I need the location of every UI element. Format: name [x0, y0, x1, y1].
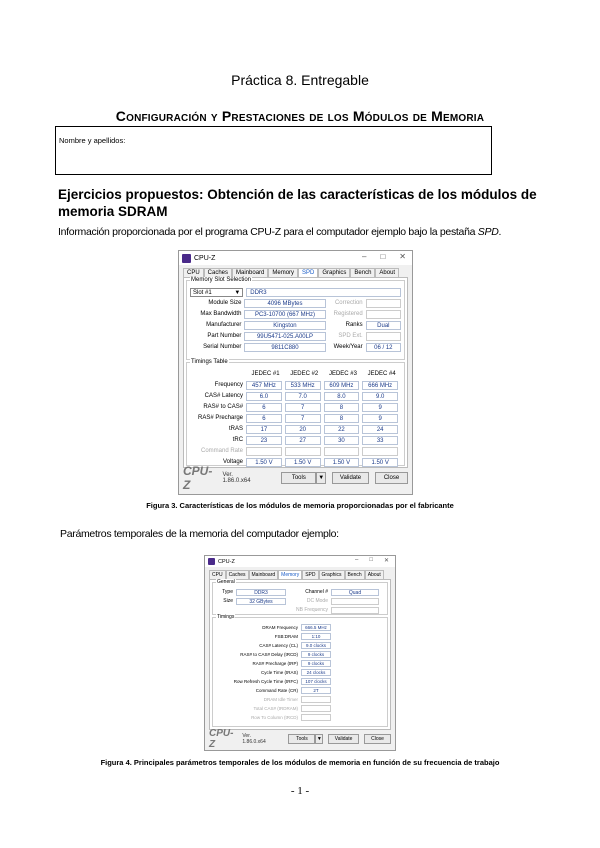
cpuz-app-icon	[182, 254, 191, 263]
timings-row-label: RAS# Precharge	[198, 415, 244, 421]
timings-cell: 7	[285, 403, 321, 412]
channel-label: Channel #	[305, 589, 328, 595]
timings-cell: 6	[246, 414, 282, 423]
close-icon[interactable]: ✕	[383, 558, 389, 564]
mem-timing-label: CAS# Latency (CL)	[259, 642, 298, 648]
tab-about[interactable]: About	[365, 570, 384, 579]
mem-timing-row	[216, 713, 384, 722]
close-icon[interactable]: ✕	[399, 252, 406, 261]
tools-dropdown-icon[interactable]: ▼	[316, 735, 322, 742]
tools-button[interactable]: Tools	[288, 734, 315, 744]
timings-cell: 23	[246, 436, 282, 445]
cpuz-logo: CPU-Z	[209, 727, 234, 750]
mem-timing-row	[216, 704, 384, 713]
spd-titlebar	[179, 251, 412, 265]
maximize-icon[interactable]: □	[380, 252, 386, 261]
type-value: DDR3	[236, 589, 286, 596]
timings-table-group	[186, 359, 405, 466]
mem-type-value: DDR3	[246, 288, 401, 297]
timings-row	[190, 424, 401, 434]
timings-row	[190, 402, 401, 412]
timings-row-label: tRC	[232, 437, 244, 443]
timings-cell: 22	[324, 425, 360, 434]
version-text: Ver. 1.86.0.x64	[242, 732, 266, 745]
timings-cell: 1.50 V	[362, 458, 398, 467]
timings-cell: 533 MHz	[285, 381, 321, 390]
ranks-label: Ranks	[345, 322, 363, 328]
mem-timing-label: Command Rate (CR)	[255, 687, 298, 693]
spd-footer	[179, 464, 412, 492]
mem-timing-label: Total CAS# (tRDRAM)	[253, 705, 298, 711]
name-field-box[interactable]	[55, 126, 492, 175]
dc-mode-value	[331, 598, 379, 605]
mem-timing-value: 2T	[301, 687, 331, 694]
part-number-label: Part Number	[207, 333, 242, 339]
week-year-value: 06 / 12	[366, 343, 401, 352]
spd-window-controls	[362, 252, 406, 261]
chevron-down-icon: ▼	[234, 289, 241, 296]
tab-cpu[interactable]: CPU	[183, 268, 204, 277]
max-bandwidth-value: PC3-10700 (667 MHz)	[244, 310, 325, 319]
mem-footer	[205, 727, 395, 750]
validate-button[interactable]: Validate	[328, 734, 359, 744]
mem-timing-row	[216, 677, 384, 686]
timings-row	[190, 380, 401, 390]
general-group-label: General	[217, 579, 235, 585]
tab-graphics[interactable]: Graphics	[319, 570, 345, 579]
timings-table-label: Timings Table	[191, 359, 228, 365]
mem-timing-row	[216, 695, 384, 704]
timings-cell: 7.0	[285, 392, 321, 401]
timings-row-label: Frequency	[214, 382, 244, 388]
cpuz-memory-window	[204, 555, 396, 751]
timings-cell: 7	[285, 414, 321, 423]
tab-memory[interactable]: Memory	[278, 570, 302, 579]
tab-spd[interactable]: SPD	[298, 268, 318, 277]
mem-timing-value: 666.5 MHz	[301, 624, 331, 631]
mem-timing-value: 9.0 clocks	[301, 642, 331, 649]
ranks-value: Dual	[366, 321, 401, 330]
exercise-heading: Ejercicios propuestos: Obtención de las características de los módulos de memoria SDRAM	[58, 187, 537, 219]
size-value: 32 GBytes	[236, 598, 286, 605]
timings-cell: 6	[246, 403, 282, 412]
mem-timing-value	[301, 714, 331, 721]
page-number: - 1 -	[290, 785, 310, 797]
mem-timing-label: DRAM Frequency	[262, 624, 298, 630]
timings-row-label: Command Rate	[201, 448, 244, 454]
mem-timing-label: FSB:DRAM	[274, 633, 298, 639]
dc-mode-label: DC Mode	[306, 598, 328, 604]
mem-timing-label: Row Refresh Cycle Time (tRFC)	[233, 678, 298, 684]
mem-timing-row	[216, 650, 384, 659]
timings-cell: 1.50 V	[246, 458, 282, 467]
correction-value	[366, 299, 401, 308]
close-button[interactable]: Close	[375, 472, 408, 484]
mem-timing-row	[216, 641, 384, 650]
serial-number-value: 9811C880	[244, 343, 325, 352]
figure-4-caption: Figura 4. Principales parámetros temporales de los módulos de memoria en función de su frecuencia de trabajo	[100, 758, 500, 767]
module-size-value: 4096 MBytes	[244, 299, 325, 308]
timings-cell	[324, 447, 360, 456]
timings-cell: 27	[285, 436, 321, 445]
mem-timing-label: Cycle Time (tRAS)	[260, 669, 298, 675]
tab-cpu[interactable]: CPU	[209, 570, 226, 579]
tab-spd[interactable]: SPD	[302, 570, 318, 579]
timings-row-label: tRAS	[229, 426, 244, 432]
correction-label: Correction	[334, 300, 363, 306]
general-group	[212, 579, 388, 615]
mem-timing-row	[216, 659, 384, 668]
tab-memory[interactable]: Memory	[268, 268, 298, 277]
registered-value	[366, 310, 401, 319]
tab-caches[interactable]: Caches	[204, 268, 232, 277]
mem-timing-value: 24 clocks	[301, 669, 331, 676]
timings-row-label: CAS# Latency	[204, 393, 244, 399]
main-title: Configuración y Prestaciones de los Módulos de Memoria	[115, 108, 485, 124]
tab-bench[interactable]: Bench	[345, 570, 365, 579]
tab-bench[interactable]: Bench	[350, 268, 375, 277]
nb-frequency-value	[331, 607, 379, 614]
timings-cell: 17	[246, 425, 282, 434]
mem-panel	[209, 579, 391, 730]
spd-ext-label: SPD Ext.	[338, 333, 363, 339]
timings-row-label: Voltage	[223, 459, 244, 465]
manufacturer-value: Kingston	[244, 321, 325, 330]
timings-cell: 1.50 V	[285, 458, 321, 467]
slot-select[interactable]: Slot #1 ▼	[190, 288, 243, 297]
info-text-end: .	[498, 226, 502, 238]
module-size-label: Module Size	[208, 300, 242, 306]
timings-cell: 30	[324, 436, 360, 445]
timings-cell: 666 MHz	[362, 381, 398, 390]
timings-cell: 457 MHz	[246, 381, 282, 390]
mem-timing-value: 1:10	[301, 633, 331, 640]
registered-label: Registered	[333, 311, 363, 317]
cpuz-spd-window	[178, 250, 413, 495]
mem-timing-row	[216, 632, 384, 641]
timings-row	[190, 446, 401, 456]
timings-row	[190, 413, 401, 423]
timings-cell	[285, 447, 321, 456]
tab-about[interactable]: About	[375, 268, 399, 277]
mem-tab-bar	[209, 570, 391, 579]
timings-cell: 20	[285, 425, 321, 434]
mem-timing-label: DRAM Idle Timer	[263, 696, 298, 702]
mem-timing-label: RAS# to CAS# Delay (tRCD)	[240, 651, 298, 657]
timings-cell: 1.50 V	[324, 458, 360, 467]
week-year-label: Week/Year	[333, 344, 363, 350]
timings-cell: 24	[362, 425, 398, 434]
size-label: Size	[223, 598, 233, 604]
type-label: Type	[222, 589, 233, 595]
mem-timing-value	[301, 705, 331, 712]
memory-slot-group-label: Memory Slot Selection	[191, 277, 252, 283]
timings-row-label: RAS# to CAS#	[203, 404, 244, 410]
manufacturer-label: Manufacturer	[206, 322, 242, 328]
cpuz-logo: CPU-Z	[183, 464, 213, 492]
close-button[interactable]: Close	[364, 734, 391, 744]
tab-caches[interactable]: Caches	[226, 570, 249, 579]
jedec-header-4: JEDEC #4	[367, 371, 396, 377]
max-bandwidth-label: Max Bandwidth	[200, 311, 242, 317]
mem-timing-row	[216, 668, 384, 677]
timings-cell: 6.0	[246, 392, 282, 401]
mem-timing-value	[301, 696, 331, 703]
minimize-icon[interactable]: –	[362, 252, 367, 261]
timings-row	[190, 435, 401, 445]
timings-cell	[246, 447, 282, 456]
mem-timing-row	[216, 686, 384, 695]
practice-title: Práctica 8. Entregable	[231, 72, 369, 88]
figure-3-caption: Figura 3. Características de los módulos de memoria proporcionadas por el fabricante	[146, 501, 454, 510]
timings-row	[190, 457, 401, 467]
mem-timing-value: 107 clocks	[301, 678, 331, 685]
cpuz-app-icon	[208, 558, 215, 565]
timings-cell: 8	[324, 414, 360, 423]
spd-panel	[183, 277, 408, 468]
tab-mainboard[interactable]: Mainboard	[249, 570, 279, 579]
timings-cell: 9	[362, 403, 398, 412]
params-text: Parámetros temporales de la memoria del computador ejemplo:	[60, 528, 339, 540]
mem-timing-label: RAS# Precharge (tRP)	[252, 660, 298, 666]
jedec-header-1: JEDEC #1	[251, 371, 280, 377]
timings-cell: 9	[362, 414, 398, 423]
name-label: Nombre y apellidos:	[59, 136, 126, 145]
channel-value: Quad	[331, 589, 379, 596]
timings-cell	[362, 447, 398, 456]
spd-window-title: CPU-Z	[194, 254, 216, 262]
tab-mainboard[interactable]: Mainboard	[232, 268, 268, 277]
tools-dropdown-icon[interactable]: ▼	[316, 472, 326, 484]
mem-timing-value: 9 clocks	[301, 651, 331, 658]
tools-button[interactable]: Tools	[281, 472, 316, 484]
timings-cell: 8	[324, 403, 360, 412]
serial-number-label: Serial Number	[203, 344, 242, 350]
mem-window-title: CPU-Z	[218, 558, 235, 565]
timings-cell: 609 MHz	[324, 381, 360, 390]
jedec-header-3: JEDEC #3	[328, 371, 357, 377]
spd-tab-bar	[183, 268, 408, 277]
version-text: Ver. 1.86.0.x64	[222, 472, 251, 484]
minimize-icon[interactable]: –	[355, 557, 359, 563]
mem-timing-label: Row To Column (tRCD)	[251, 714, 298, 720]
info-text-tab: SPD	[477, 226, 499, 238]
memory-slot-group	[186, 277, 405, 360]
mem-timings-label: Timings	[217, 614, 235, 620]
maximize-icon[interactable]: □	[369, 557, 373, 563]
timings-row	[190, 391, 401, 401]
timings-cell: 9.0	[362, 392, 398, 401]
mem-window-controls	[355, 557, 389, 564]
mem-timings-group	[212, 614, 388, 727]
mem-timing-value: 9 clocks	[301, 660, 331, 667]
info-text-main: Información proporcionada por el programa CPU-Z para el computador ejemplo bajo la pestaña	[58, 226, 476, 238]
part-number-value: 99U5471-025.A00LP	[244, 332, 325, 341]
info-text	[58, 226, 501, 238]
spd-ext-value	[366, 332, 401, 341]
tab-graphics[interactable]: Graphics	[318, 268, 350, 277]
jedec-header-2: JEDEC #2	[290, 371, 319, 377]
mem-timing-row	[216, 623, 384, 632]
mem-titlebar	[205, 556, 395, 567]
timings-cell: 33	[362, 436, 398, 445]
nb-frequency-label: NB Frequency	[296, 607, 328, 613]
timings-cell: 8.0	[324, 392, 360, 401]
validate-button[interactable]: Validate	[332, 472, 369, 484]
